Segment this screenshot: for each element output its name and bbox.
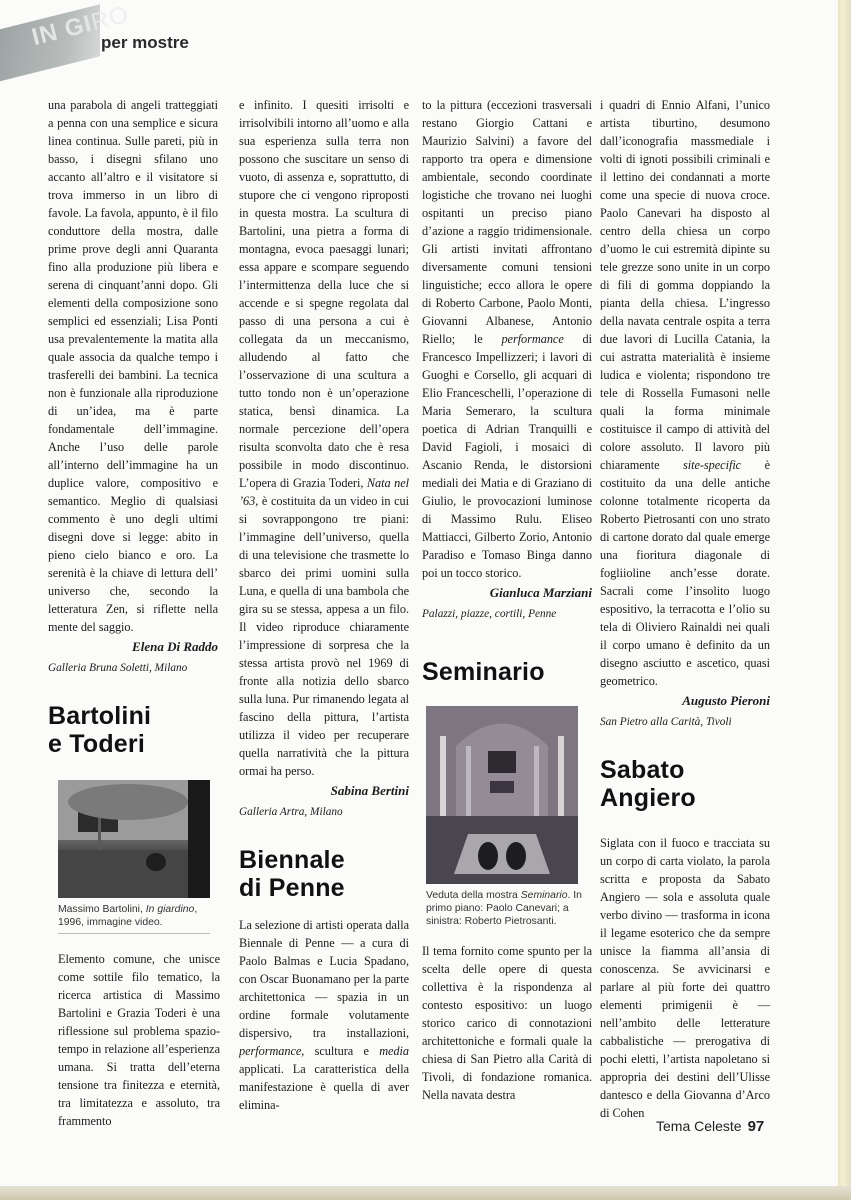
column-3: [422, 96, 592, 1104]
title-line: Angiero: [600, 784, 696, 812]
text-run: è costituito da una delle antiche colonne totalmente ricoperta da Roberto Pietrosanti con uno strato di cartone dorato dal quale emerge una fioritura diagonale di fogliioline anch’esse dorate. Sacrali come l’insolito luogo espositivo, la terracotta e l’olio su tela di Oliviero Rainaldi nei quali il corpo umano è definito da un disegno asciutto e ascetico, quasi geometrico.: [600, 458, 770, 688]
caption-title: Seminario: [520, 890, 568, 901]
text-run: i quadri di Ennio Alfani, l’unico artista tiburtino, desumono dall’iconografia massmediale i volti di ignoti possibili criminali e il lettino dei condannati a morte come una specie di nuova croce. Paolo Canevari ha disposto al centro della chiesa un corpo d’uomo le cui estremità dipinte su tele grezze sono unite in un corpo di fili di gomma doppiando la pianta della chiesa. L’ingresso della navata centrale ospita a terra due lavori di Lucilla Catania, la cui astratta materialità è insieme ludica e violenta; rispondono tre tele di Rossella Fumasoni nelle quali la forma minimale costituisce il campo di attività del colore assoluto. Il lavoro più chiaramente: [600, 98, 770, 472]
section-subtitle: per mostre: [101, 33, 189, 52]
text-run: La selezione di artisti operata dalla Biennale di Penne — a cura di Paolo Balmas e Lucia Spadano, con Oscar Buonamano per la parte architettonica — spazia in un ordine formale volutamente dispersivo, tra installazioni,: [239, 918, 409, 1040]
caption-text: Massimo Bartolini,: [58, 904, 146, 915]
article-author: Augusto Pieroni: [682, 693, 770, 708]
article-title: [600, 756, 770, 812]
article-title: [48, 702, 218, 758]
artwork-title: Nata nel ’63: [239, 476, 409, 508]
photo-church-interior: [426, 706, 578, 884]
section-label-main: IN GI: [29, 10, 95, 52]
column-4: [600, 96, 770, 1122]
article-text: Elemento comune, che unisce come sottile filo tematico, la ricerca artistica di Massimo Bartolini e Grazia Toderi è una riflessione sul problema spazio-tempo in relazione all’esperienza umana. Si tratta dell’eterna tensione tra finitezza e eternità, tra limitatezza e assoluto, tra frammento: [58, 952, 220, 1128]
title-line: Sabato: [600, 756, 685, 784]
article-text: Il tema fornito come spunto per la scelta delle opere di questa collettiva è la rispondenza al contesto espositivo: un luogo storico carico di connotazioni architettoniche e formali quale la chiesa di San Pietro alla Carità di Tivoli, di fondazione romanica. Nella navata destra: [422, 944, 592, 1102]
text-run: to la pittura (eccezioni trasversali restano Giorgio Cattani e Maurizio Salvini) a favore del rapporto tra opera e dimensione ambientale, secondo coordinate logistiche che trovano nei luoghi ospitanti un preciso piano d’azione a raggio tridimensionale. Gli artisti invitati affrontano diversamente comuni tensioni linguistiche; ecco allora le opere di Roberto Carbone, Paolo Monti, Giovanni Albanese, Antonio Riello; le: [422, 98, 592, 346]
article-text: [422, 96, 592, 582]
text-run: applicati. La caratteristica della manifestazione è quella di aver elimina-: [239, 1062, 409, 1112]
article-venue: San Pietro alla Carità, Tivoli: [600, 716, 732, 728]
title-line: e Toderi: [48, 730, 145, 758]
text-italic: site-specific: [683, 458, 742, 472]
caption-title: In giardino: [145, 904, 195, 915]
page-footer: [656, 1118, 764, 1135]
page-bottom-edge: [0, 1186, 851, 1200]
photo-seminario: [426, 706, 578, 884]
section-label-tail: RO: [88, 0, 132, 37]
text-run: , scultura e: [301, 1044, 380, 1058]
article-venue: Galleria Artra, Milano: [239, 806, 343, 818]
article-text: Siglata con il fuoco e tracciata su un corpo di carta violato, la parola scritta e proposta da Sabato Angiero — sola e assoluta quale verbo divino — trasforma in icona il legame esoterico che da sempre unisce la fiamma all’ansia di conoscenza. Se avvicinarsi e parlare al più forte dei quattro elementi primigenii è — nell’ambito delle letterature cabbalistiche — prerogativa di pochi eletti, l’artista napoletano si appropria dei destini dell’Ulisse dantesco e della Giovanna d’Arco di Cohen: [600, 836, 770, 1120]
article-author: Elena Di Raddo: [132, 639, 218, 654]
photo-caption: [58, 903, 218, 929]
article-venue: Palazzi, piazze, cortili, Penne: [422, 608, 557, 620]
title-line: Bartolini: [48, 702, 152, 730]
column-1: [48, 96, 218, 1130]
title-line: di Penne: [239, 874, 345, 902]
title-line: Seminario: [422, 658, 545, 686]
article-text: [600, 96, 770, 690]
text-italic: media: [379, 1044, 409, 1058]
article-title: [422, 658, 592, 686]
photo-caption: [426, 889, 592, 928]
page-edge: [838, 0, 851, 1200]
caption-text: . In primo piano: Paolo Canevari; a sinistra: Roberto Pietrosanti.: [426, 890, 582, 927]
magazine-name: Tema Celeste: [656, 1118, 742, 1134]
text-italic: performance: [501, 332, 564, 346]
article-text: [239, 916, 409, 1114]
article-author: Sabina Bertini: [330, 783, 409, 798]
title-line: Biennale: [239, 846, 345, 874]
column-2: [239, 96, 409, 1114]
article-venue: Galleria Bruna Soletti, Milano: [48, 662, 188, 674]
article-author: Gianluca Marziani: [489, 585, 592, 600]
caption-text: Veduta della mostra: [426, 890, 521, 901]
page-number: 97: [747, 1118, 765, 1135]
text-italic: performance: [239, 1044, 302, 1058]
text-run: , è costituita da un video in cui si sovrappongono tre piani: l’immagine dell’universo, quella di una televisione che trasmette lo sbarco dei primi uomini sulla Luna, e quella di una bambola che gira su se stessa, appesa a un filo. Il video riproduce chiaramente l’impressione di sorpresa che la stessa artista provò nel 1969 di fronte alla notizia dello sbarco sulla luna. Pur rimanendo legata al fascino della pittura, l’artista utilizza il video per recuperare quella narratività che la pittura ormai ha perso.: [239, 494, 409, 778]
photo-in-giardino: [58, 780, 210, 898]
photo-garden-scene: [58, 780, 210, 898]
article-text: una parabola di angeli tratteggiati a penna con una semplice e sicura linea continua. Sulle pareti, più in basso, i disegni sfilano uno accanto all’altro e il visitatore si trova immerso in un libro di favole. La favola, appunto, è il filo conduttore della mostra, dalle prime prove degli anni Quaranta fino alla produzione più libera e serena di cinquant’anni dopo. Gli elementi della composizione sono semplici ed essenziali; Lisa Ponti usa prevalentemente la matita alla quale associa da qualche tempo i trasferelli dei bambini. La tecnica non è funzionale alla riproduzione di un’idea, ma è parte fondamentale dell’immagine. Anche l’uso delle parole all’interno dell’immagine ha un duplice valore, compositivo e semantico. Meglio di qualsiasi commento è uno degli ultimi disegni dove si legge: abito in pieno cielo bianco e oro. La serenità è la chiave di lettura dell’ universo che, secondo la letteratura Zen, si riflette nella mente del saggio.: [48, 98, 218, 634]
text-run: e infinito. I quesiti irrisolti e irrisolvibili intorno all’uomo e alla sua esperienza sulla terra non possono che suscitare un senso di vuoto, di assenza e, soprattutto, di stupore che ci vengono riproposti in questa mostra. La scultura di Bartolini, una pietra a forma di montagna, evoca paesaggi lunari; essa appare e scompare seguendo l’intermittenza della luce che si accende e si spegne regolata dal passo di una persona a cui è collegata da un meccanismo, alludendo al fatto che l’osservazione di una scultura a tutto tondo non è un’operazione statica, bensì dinamica. La normale percezione dell’opera risulta sconvolta dato che è resa possibile in modo discontinuo. L’opera di Grazia Toderi,: [239, 98, 409, 490]
text-run: di Francesco Impellizzeri; i lavori di Guoghi e Corsello, gli acquari di Elio Franceschelli, l’operazione di Maria Semeraro, la scultura poetica di Adrian Tranquilli e David Fagioli, i mosaici di Ascanio Renda, le distorsioni mediali dei Matia e di Graziano di Giulio, le provocazioni luminose di Massimo Rulu. Eliseo Mattiacci, Gilberto Zorio, Antonio Paradiso e Tomaso Binga danno poi un tocco storico.: [422, 332, 592, 580]
article-text: [239, 96, 409, 780]
article-title: [239, 846, 409, 902]
caption-text: , 1996, immagine video.: [58, 904, 198, 928]
